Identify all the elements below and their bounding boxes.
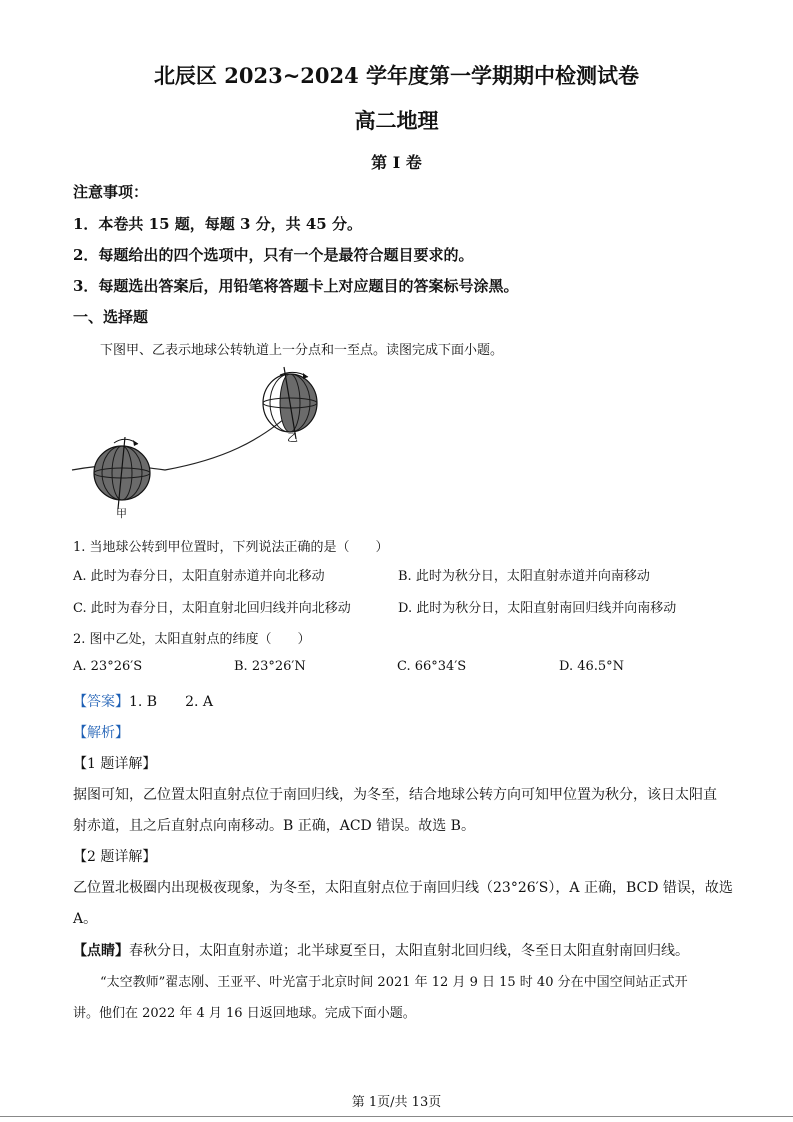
earth-orbit-figure [70, 365, 330, 520]
answer-tag: 【答案】 [73, 694, 129, 710]
label-yi: 乙 [287, 431, 298, 444]
subject-title: 高二地理 [354, 108, 439, 133]
q1-option-a: A. 此时为春分日，太阳直射赤道并向北移动 [73, 569, 325, 584]
detail1-line1: 据图可知，乙位置太阳直射点位于南回归线，为冬至，结合地球公转方向可知甲位置为秋分，该日太阳直 [73, 787, 717, 803]
q1-option-c: C. 此时为春分日，太阳直射北回归线并向北移动 [73, 601, 351, 616]
q2-option-b: B. 23°26′N [234, 659, 306, 674]
detail2-line2: A。 [73, 911, 98, 927]
notice-item-2: 2．每题给出的四个选项中，只有一个是最符合题目要求的。 [73, 246, 474, 264]
notice-item-3: 3．每题选出答案后，用铅笔将答题卡上对应题目的答案标号涂黑。 [73, 277, 519, 295]
notice-heading: 注意事项： [73, 183, 149, 201]
passage-2-line1: “太空教师”翟志刚、王亚平、叶光富于北京时间 2021 年 12 月 9 日 15 时 40 分在中国空间站正式开 [100, 975, 688, 990]
q2-option-d: D. 46.5°N [559, 659, 625, 674]
q2-option-a: A. 23°26′S [73, 659, 143, 674]
label-jia: 甲 [116, 507, 127, 520]
analysis-tag: 【解析】 [73, 725, 129, 741]
tip-tag: 【点睛】 [73, 943, 129, 959]
exam-title: 北辰区 2023~2024 学年度第一学期期中检测试卷 [153, 63, 640, 88]
tip-text: 春秋分日，太阳直射赤道；北半球夏至日，太阳直射北回归线，冬至日太阳直射南回归线。 [129, 943, 689, 959]
passage-2-line2: 讲。他们在 2022 年 4 月 16 日返回地球。完成下面小题。 [73, 1006, 416, 1021]
detail2-tag: 【2 题详解】 [73, 849, 157, 865]
q2-option-c: C. 66°34′S [397, 659, 467, 674]
volume-label: 第 I 卷 [371, 153, 422, 172]
detail1-tag: 【1 题详解】 [73, 756, 157, 772]
q1-option-b: B. 此时为秋分日，太阳直射赤道并向南移动 [398, 569, 650, 584]
detail1-line2: 射赤道，且之后直射点向南移动。B 正确，ACD 错误。故选 B。 [73, 818, 475, 834]
section-heading: 一、选择题 [73, 308, 149, 326]
detail2-line1: 乙位置北极圈内出现极夜现象，为冬至，太阳直射点位于南回归线（23°26′S），A 正确，BCD 错误，故选 [73, 880, 733, 896]
q2-stem: 2. 图中乙处，太阳直射点的纬度（ ） [73, 632, 311, 647]
tip-line [73, 940, 689, 960]
bottom-divider [0, 1116, 793, 1117]
globe-jia [94, 437, 150, 509]
page-number: 第 1页/共 13页 [351, 1095, 442, 1110]
passage-1: 下图甲、乙表示地球公转轨道上一分点和一至点。读图完成下面小题。 [100, 343, 504, 358]
q1-option-d: D. 此时为秋分日，太阳直射南回归线并向南移动 [398, 601, 677, 616]
notice-item-1: 1．本卷共 15 题，每题 3 分，共 45 分。 [73, 215, 362, 233]
q1-stem: 1. 当地球公转到甲位置时，下列说法正确的是（ ） [73, 540, 389, 555]
answer-line [73, 691, 213, 711]
answer-text: 1. B 2. A [129, 694, 214, 710]
